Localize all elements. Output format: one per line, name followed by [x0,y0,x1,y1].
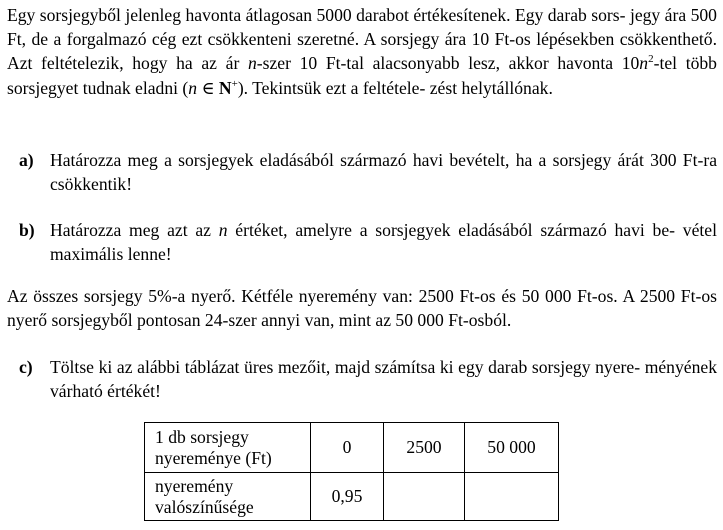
task-c-text [50,355,717,403]
intro-line-2: jegy ára 500 Ft, de a forgalmazó cég ezt csökkenteni szeretné. A sorsjegy ára 10 Ft-os [7,5,717,50]
task-b-line-1a: Határozza meg azt az [50,220,219,240]
header-prize-line-2: nyereménye (Ft) [155,447,272,468]
natural-numbers-symbol: N [218,77,232,98]
header-probability-line-1: nyeremény [155,475,234,496]
intro-line-3a: lépésekben csökkenthető. Azt feltételezik, hogy ha az ár [7,29,717,74]
variable-n: n [639,53,649,74]
table-header-prize [145,423,311,473]
info-paragraph [7,284,717,332]
task-a-line-2: 300 Ft-ra csökkentik! [50,150,717,195]
task-c-line-2: ményének várható értékét! [50,357,717,402]
task-a-label: a) [19,150,34,170]
intro-line-3b: -szer 10 Ft-tal alacsonyabb lesz, [256,53,500,74]
task-b-line-1b: értéket, amelyre a sorsjegyek eladásából származó havi be- [227,220,676,240]
task-c-label: c) [19,357,33,377]
intro-line-4b: -tel több sorsjegyet tudnak eladni ( [7,53,717,98]
variable-n: n [188,77,198,98]
table-cell-probability: 0,95 [311,473,384,521]
task-a-text [50,148,717,196]
table-cell-prize: 50 000 [465,423,559,473]
task-b [19,218,717,266]
probability-table [144,422,559,521]
table-cell-prize: 0 [311,423,384,473]
table-cell-prize: 2500 [384,423,465,473]
table-row-prizes [145,423,559,473]
header-probability-line-2: valószínűsége [155,496,254,517]
task-a-line-1: Határozza meg a sorsjegyek eladásából származó havi bevételt, ha a sorsjegy árát [50,150,644,170]
task-c [19,355,717,403]
task-a [19,148,717,196]
intro-paragraph [7,3,717,100]
table-row-probabilities [145,473,559,521]
intro-line-1: Egy sorsjegyből jelenleg havonta átlagosan 5000 darabot értékesítenek. Egy darab sors- [7,5,626,25]
intro-line-5: zést helytállónak. [429,77,553,98]
header-prize-line-1: 1 db sorsjegy [155,426,249,447]
intro-line-4c: ). Tekintsük ezt a feltétele- [237,77,426,98]
table-cell-probability-empty[interactable] [465,473,559,521]
table-header-probability [145,473,311,521]
task-b-label: b) [19,220,35,240]
table-cell-probability-empty[interactable] [384,473,465,521]
plus-superscript: + [231,77,238,90]
variable-n: n [218,220,228,240]
variable-n: n [247,53,257,74]
intro-line-4a: akkor havonta 10 [508,53,640,74]
info-line-2: A 2500 Ft-os nyerő sorsjegyből pontosan 24-szer annyi van, mint az 50 000 Ft-osból. [7,286,717,331]
task-b-text [50,218,717,266]
task-c-line-1: Töltse ki az alábbi táblázat üres mezőit, majd számítsa ki egy darab sorsjegy nyere- [50,357,641,377]
task-b-line-2: vétel maximális lenne! [50,220,717,265]
exponent: 2 [648,53,654,66]
info-line-1: Az összes sorsjegy 5%-a nyerő. Kétféle nyeremény van: 2500 Ft-os és 50 000 Ft-os. [7,286,618,306]
element-of-symbol: ∈ [197,77,219,98]
